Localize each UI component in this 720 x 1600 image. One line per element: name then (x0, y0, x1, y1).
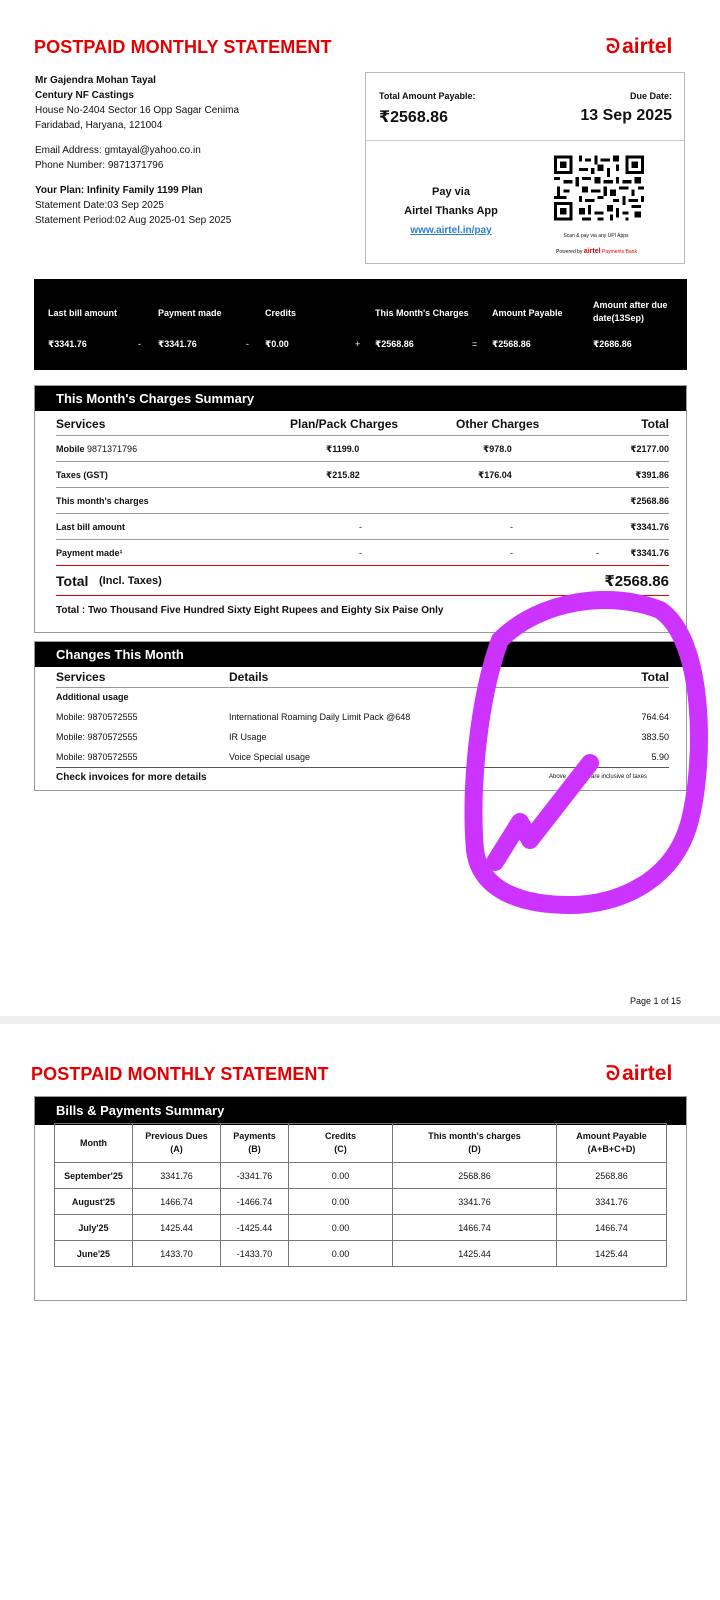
service-name: Mobile (56, 444, 85, 454)
summary-operator: + (355, 339, 361, 349)
customer-details (35, 73, 239, 228)
total-payable-value: ₹2568.86 (379, 109, 448, 126)
amount-payable-cell: 1466.74 (557, 1215, 667, 1241)
credits-cell: 0.00 (289, 1241, 393, 1267)
app-name: Airtel Thanks App (404, 205, 498, 217)
table-header-row (55, 1124, 667, 1163)
other-charge: ₹978.0 (483, 444, 512, 454)
usage-detail: International Roaming Daily Limit Pack @648 (229, 712, 411, 722)
column-header: Details (229, 670, 269, 684)
previous-dues-cell: 3341.76 (133, 1163, 221, 1189)
previous-dues-cell: 1425.44 (133, 1215, 221, 1241)
summary-operator: - (138, 339, 141, 349)
table-row (55, 1241, 667, 1267)
summary-header: Last bill amount (48, 308, 118, 318)
due-date-value: 13 Sep 2025 (580, 107, 672, 124)
grand-total-value: ₹2568.86 (604, 573, 669, 590)
column-header: Credits (C) (289, 1124, 393, 1163)
charges-row (56, 514, 669, 540)
charges-row (56, 462, 669, 488)
usage-row (56, 752, 669, 768)
usage-total: 5.90 (651, 752, 669, 762)
column-header: Total (641, 417, 669, 431)
changes-footer-row (56, 772, 669, 788)
column-header: Services (56, 670, 106, 684)
amount-in-words-row (56, 596, 669, 622)
column-header: This month's charges (D) (393, 1124, 557, 1163)
charges-summary-section (34, 385, 687, 633)
column-header: Other Charges (456, 417, 540, 431)
payment-box (365, 72, 685, 264)
usage-row (56, 712, 669, 728)
minus-sign: - (596, 548, 599, 558)
airtel-logo: ᘐairtel (606, 1062, 673, 1085)
row-total: ₹2568.86 (630, 496, 669, 506)
usage-detail: Voice Special usage (229, 752, 311, 762)
plan-name: Your Plan: Infinity Family 1199 Plan (35, 185, 203, 196)
row-total: ₹391.86 (635, 470, 669, 480)
upi-qr-code[interactable] (554, 155, 644, 221)
powered-by: Powered by airtel Payments Bank (556, 248, 637, 255)
service-name: Payment made¹ (56, 548, 123, 558)
summary-value: ₹3341.76 (48, 339, 87, 349)
summary-header: Credits (265, 308, 297, 318)
table-row (55, 1189, 667, 1215)
column-header: Month (55, 1124, 133, 1163)
charges-row (56, 540, 669, 566)
plan-charge: ₹215.82 (326, 470, 360, 480)
airtel-logo-icon: ᘐ (606, 1063, 621, 1085)
usage-group-label: Additional usage (56, 692, 129, 702)
previous-dues-cell: 1433.70 (133, 1241, 221, 1267)
email-address: Email Address: gmtayal@yahoo.co.in (35, 145, 201, 156)
column-header: Payments (B) (221, 1124, 289, 1163)
service-name: Last bill amount (56, 522, 126, 532)
address-line: Faridabad, Haryana, 121004 (35, 120, 163, 131)
amount-in-words: Total : Two Thousand Five Hundred Sixty Eight Rupees and Eighty Six Paise Only (56, 605, 444, 616)
month-cell: July'25 (55, 1215, 133, 1241)
column-header: Services (56, 417, 106, 431)
bill-summary-bar (34, 279, 687, 370)
check-invoices-note: Check invoices for more details (56, 772, 207, 783)
service-name: Taxes (GST) (56, 470, 108, 480)
summary-value: ₹3341.76 (158, 339, 197, 349)
column-header: Previous Dues (A) (133, 1124, 221, 1163)
tax-note: Above are inclusive of taxes (549, 774, 648, 780)
page-title: POSTPAID MONTHLY STATEMENT (31, 1064, 329, 1084)
month-cell: June'25 (55, 1241, 133, 1267)
statement-period: Statement Period:02 Aug 2025-01 Sep 2025 (35, 215, 232, 226)
grand-total-row (56, 566, 669, 596)
usage-row (56, 732, 669, 748)
payments-cell: -1425.44 (221, 1215, 289, 1241)
changes-section (34, 641, 687, 791)
usage-service: Mobile: 9870572555 (56, 752, 138, 762)
month-cell: September'25 (55, 1163, 133, 1189)
page-title: POSTPAID MONTHLY STATEMENT (34, 37, 332, 57)
charges-cell: 1425.44 (393, 1241, 557, 1267)
statement-page-2 (0, 1024, 720, 1600)
other-charge: - (510, 522, 513, 532)
summary-header: Amount after due date(13Sep) (593, 300, 668, 323)
charges-cell: 3341.76 (393, 1189, 557, 1215)
previous-dues-cell: 1466.74 (133, 1189, 221, 1215)
credits-cell: 0.00 (289, 1215, 393, 1241)
pay-link[interactable]: www.airtel.in/pay (410, 225, 492, 236)
airtel-logo-icon: ᘐ (606, 36, 621, 58)
plan-charge: - (359, 548, 362, 558)
summary-value: ₹0.00 (265, 339, 289, 349)
column-header: Plan/Pack Charges (290, 417, 399, 431)
charges-summary-heading: This Month's Charges Summary (35, 386, 686, 411)
phone-number: Phone Number: 9871371796 (35, 160, 164, 171)
address-line: House No-2404 Sector 16 Opp Sagar Cenima (35, 105, 240, 116)
summary-header: Amount Payable (492, 308, 563, 318)
amount-payable-cell: 3341.76 (557, 1189, 667, 1215)
other-charge: - (510, 548, 513, 558)
service-number: 9871371796 (87, 444, 138, 454)
usage-total: 383.50 (641, 732, 669, 742)
service-name: This month's charges (56, 496, 149, 506)
plan-charge: - (359, 522, 362, 532)
pay-via-label: Pay via (432, 186, 470, 198)
row-total: ₹3341.76 (630, 548, 669, 558)
summary-header: Payment made (158, 308, 222, 318)
total-payable-label: Total Amount Payable: (379, 91, 476, 101)
usage-group-row (56, 692, 669, 708)
charges-row (56, 488, 669, 514)
charges-row (56, 436, 669, 462)
pay-via-block (386, 183, 516, 240)
usage-service: Mobile: 9870572555 (56, 732, 138, 742)
payments-cell: -3341.76 (221, 1163, 289, 1189)
summary-header: This Month's Charges (375, 308, 469, 318)
amount-payable-cell: 1425.44 (557, 1241, 667, 1267)
table-row (55, 1163, 667, 1189)
charges-cell: 2568.86 (393, 1163, 557, 1189)
statement-date: Statement Date:03 Sep 2025 (35, 200, 164, 211)
changes-heading: Changes This Month (35, 642, 686, 667)
usage-detail: IR Usage (229, 732, 267, 742)
changes-header-row (56, 667, 669, 688)
total-sublabel: (Incl. Taxes) (99, 575, 162, 587)
page-separator (0, 1016, 720, 1024)
payments-cell: -1466.74 (221, 1189, 289, 1215)
month-cell: August'25 (55, 1189, 133, 1215)
qr-caption: Scan & pay via any UPI Apps (563, 233, 629, 239)
row-total: ₹2177.00 (630, 444, 669, 454)
page-number: Page 1 of 15 (630, 996, 682, 1006)
other-charge: ₹176.04 (478, 470, 512, 480)
usage-service: Mobile: 9870572555 (56, 712, 138, 722)
column-header: Amount Payable (A+B+C+D) (557, 1124, 667, 1163)
bills-payments-heading: Bills & Payments Summary (35, 1097, 686, 1125)
customer-name: Mr Gajendra Mohan Tayal (35, 75, 156, 86)
summary-value: ₹2568.86 (375, 339, 414, 349)
charges-header-row (56, 411, 669, 436)
table-row (55, 1215, 667, 1241)
summary-value: ₹2568.86 (492, 339, 531, 349)
amount-payable-cell: 2568.86 (557, 1163, 667, 1189)
payments-cell: -1433.70 (221, 1241, 289, 1267)
credits-cell: 0.00 (289, 1163, 393, 1189)
total-label: Total (56, 573, 89, 589)
customer-company: Century NF Castings (35, 90, 134, 101)
payments-bank-logo: airtel (583, 248, 601, 255)
plan-charge: ₹1199.0 (326, 444, 360, 454)
summary-operator: = (472, 339, 478, 349)
airtel-logo: ᘐairtel (606, 35, 673, 58)
summary-value: ₹2686.86 (593, 339, 632, 349)
bills-payments-table (54, 1123, 667, 1267)
summary-operator: - (246, 339, 249, 349)
row-total: ₹3341.76 (630, 522, 669, 532)
charges-cell: 1466.74 (393, 1215, 557, 1241)
usage-total: 764.64 (641, 712, 669, 722)
due-date-label: Due Date: (629, 91, 672, 101)
column-header: Total (641, 670, 669, 684)
credits-cell: 0.00 (289, 1189, 393, 1215)
